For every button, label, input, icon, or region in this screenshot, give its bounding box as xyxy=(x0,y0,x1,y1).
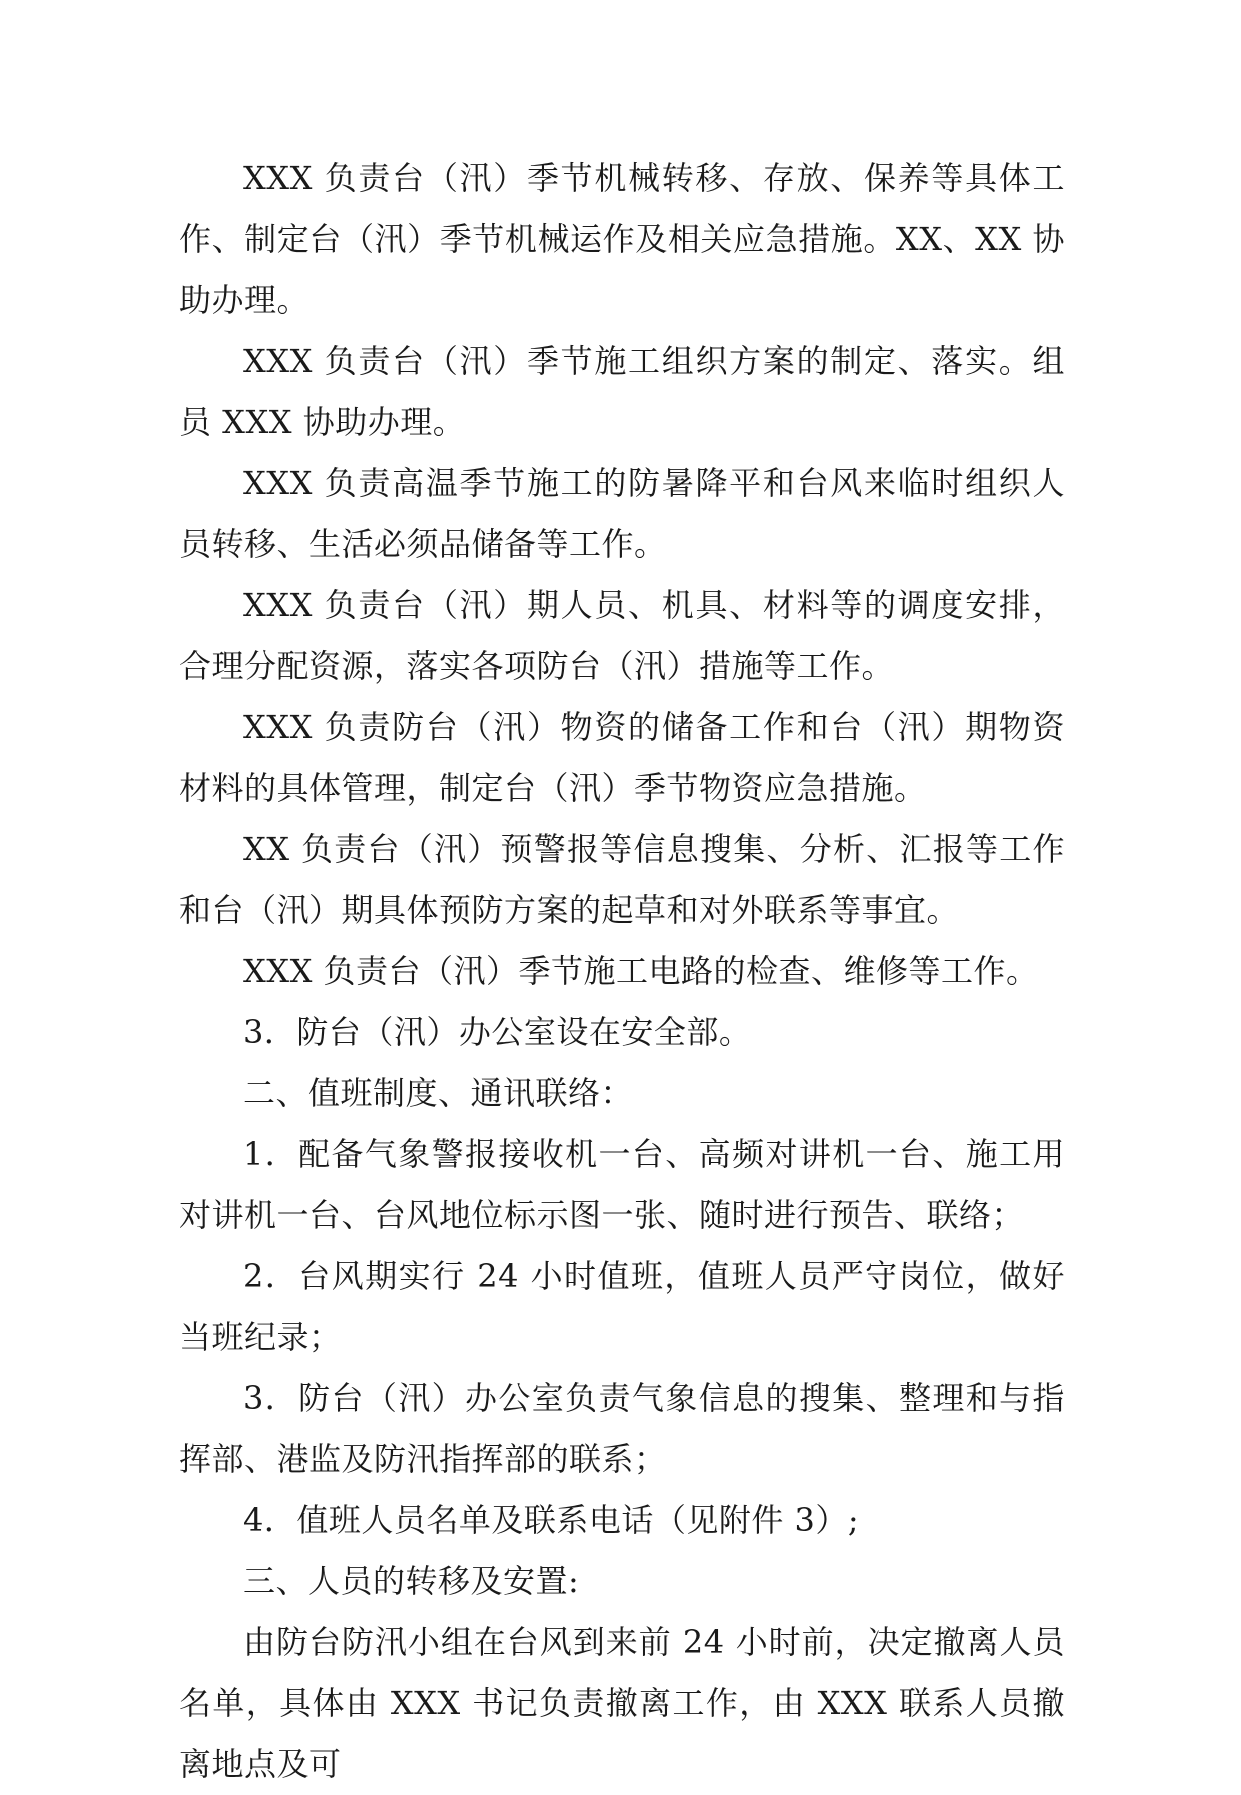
paragraph-materials-duty: XXX 负责防台（汛）物资的储备工作和台（汛）期物资材料的具体管理，制定台（汛）季节物资应急措施。 xyxy=(179,708,1065,807)
paragraph-heat-typhoon-duty: XXX 负责高温季节施工的防暑降平和台风来临时组织人员转移、生活必须品储备等工作。 xyxy=(179,464,1065,563)
paragraph-office-location: 3．防台（汛）办公室设在安全部。 xyxy=(243,1013,752,1051)
paragraph-construction-plan-duty: XXX 负责台（汛）季节施工组织方案的制定、落实。组员 XXX 协助办理。 xyxy=(179,342,1065,441)
list-item-equipment: 1．配备气象警报接收机一台、高频对讲机一台、施工用对讲机一台、台风地位标示图一张、随时进行预告、联络； xyxy=(179,1135,1065,1234)
document-body xyxy=(179,148,1065,1795)
paragraph-electrical-duty: XXX 负责台（汛）季节施工电路的检查、维修等工作。 xyxy=(243,952,1039,990)
paragraph-evacuation-plan: 由防台防汛小组在台风到来前 24 小时前，决定撤离人员名单，具体由 XXX 书记负责撤离工作，由 XXX 联系人员撤离地点及可 xyxy=(179,1623,1065,1783)
list-item-duty-roster: 4．值班人员名单及联系电话（见附件 3）; xyxy=(243,1501,860,1539)
list-item-24h-duty: 2．台风期实行 24 小时值班，值班人员严守岗位，做好当班纪录； xyxy=(179,1257,1065,1356)
paragraph-dispatch-duty: XXX 负责台（汛）期人员、机具、材料等的调度安排，合理分配资源，落实各项防台（汛）措施等工作。 xyxy=(179,586,1065,685)
paragraph-machinery-duty: XXX 负责台（汛）季节机械转移、存放、保养等具体工作、制定台（汛）季节机械运作及相关应急措施。XX、XX 协助办理。 xyxy=(179,159,1065,319)
paragraph-warning-info-duty: XX 负责台（汛）预警报等信息搜集、分析、汇报等工作和台（汛）期具体预防方案的起草和对外联系等事宜。 xyxy=(179,830,1065,929)
section-heading-evacuation: 三、人员的转移及安置: xyxy=(243,1562,580,1600)
list-item-weather-info: 3．防台（汛）办公室负责气象信息的搜集、整理和与指挥部、港监及防汛指挥部的联系； xyxy=(179,1379,1065,1478)
section-heading-duty-system: 二、值班制度、通讯联络： xyxy=(243,1074,634,1112)
